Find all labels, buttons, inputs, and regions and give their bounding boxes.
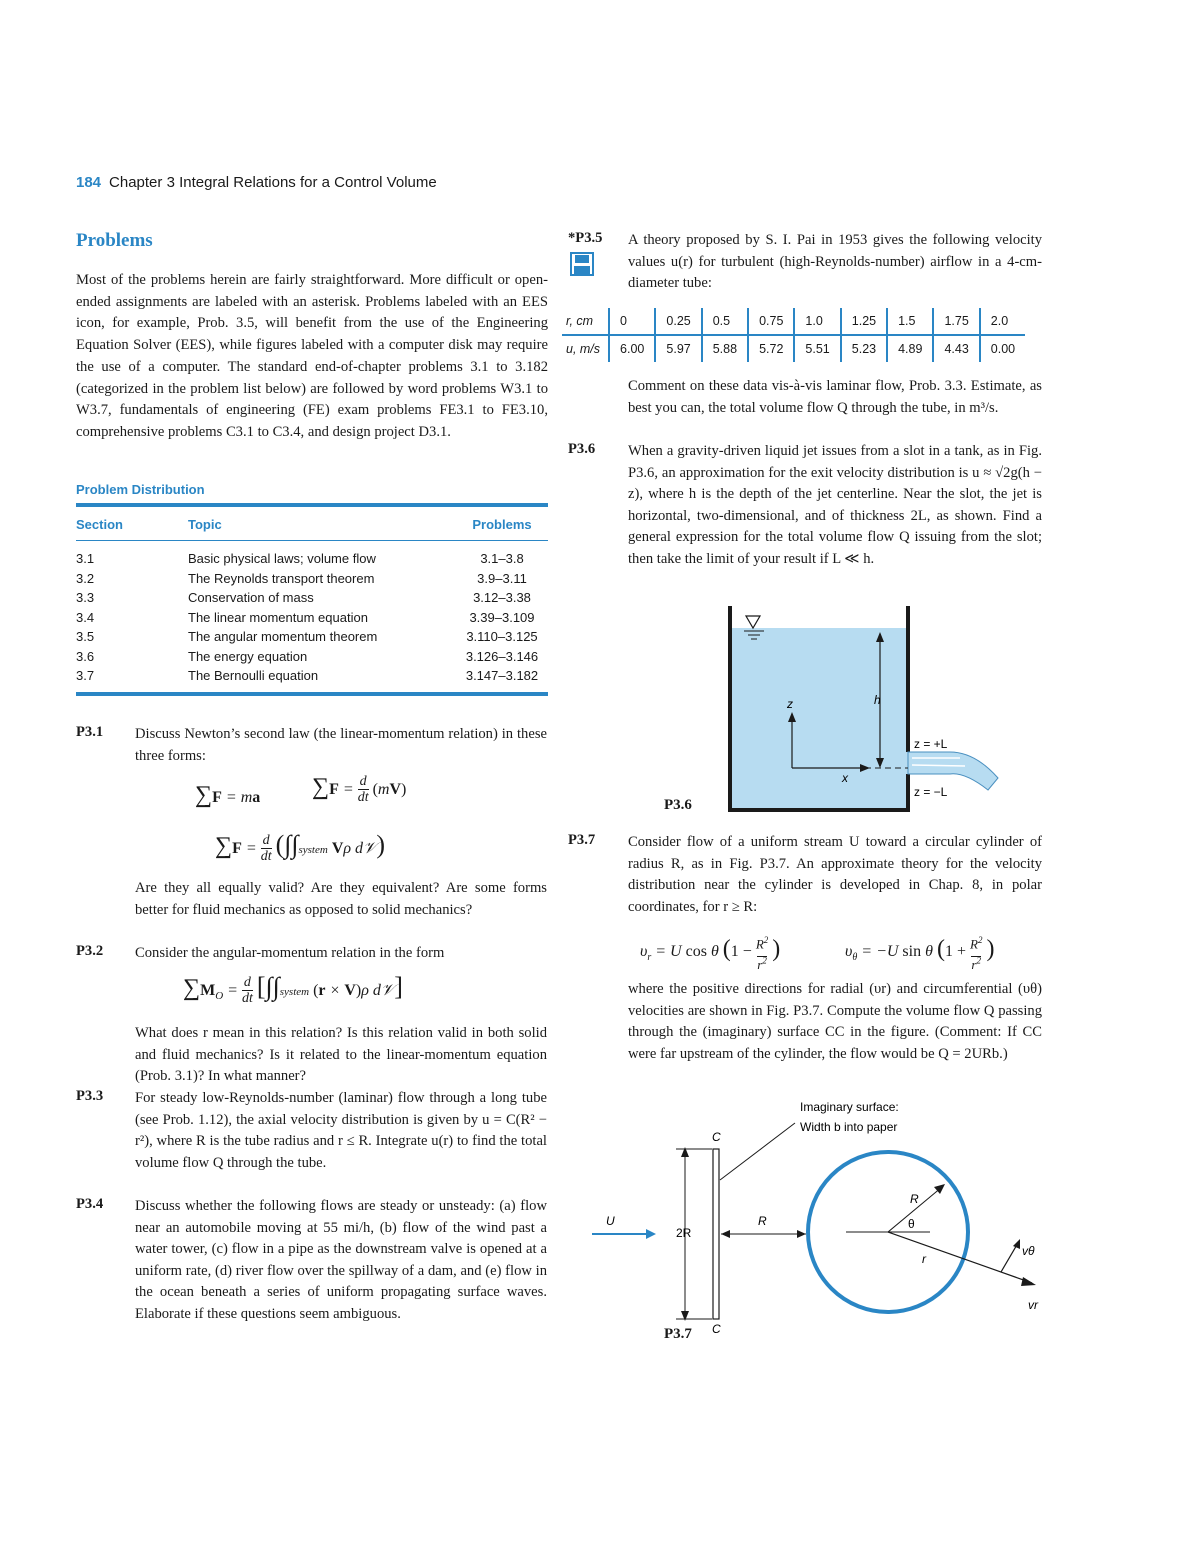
p35-text: A theory proposed by S. I. Pai in 1953 gives the following velocity values u(r) for turbulent (high-Reynolds-number) airflow in a 4-cm-diameter tube: bbox=[628, 232, 1042, 292]
p37-equation-vtheta: $\upsilon_\theta = -U$ sin θ ($1 + R^2$ $r^2$ ) bbox=[845, 935, 995, 972]
p32-label: P3.2 bbox=[76, 943, 104, 959]
cell-topic: Conservation of mass bbox=[188, 590, 314, 605]
surface-caption-line1: Imaginary surface: bbox=[800, 1100, 899, 1114]
z-label: z bbox=[787, 697, 793, 711]
r-dimension-arrow-right bbox=[797, 1230, 806, 1238]
vtheta-vector bbox=[1001, 1243, 1018, 1272]
cell-topic: Basic physical laws; volume flow bbox=[188, 551, 376, 566]
r-dim-label: R bbox=[758, 1214, 767, 1228]
cell-topic: The Bernoulli equation bbox=[188, 668, 319, 683]
u-cell: 0.00 bbox=[980, 335, 1025, 362]
table-row bbox=[76, 666, 548, 686]
p33-text: For steady low-Reynolds-number (laminar) flow through a long tube (see Prob. 1.12), the axial velocity distribution is given by u = C(R² − r²), where R is the tube radius and r ≤ R. Integrate u(r) to find the total volume flow Q through the tube. bbox=[135, 1090, 547, 1171]
disk-icon bbox=[570, 252, 594, 276]
r-dimension-arrow-left bbox=[721, 1230, 730, 1238]
p37-after: where the positive directions for radial (υr) and circumferential (υθ) velocities are shown in Fig. P3.7. Compute the volume flow Q passing through the (imaginary) surface CC in the figure. (Comment: If CC were far upstream of the cylinder, the flow would be Q = 2URb.) bbox=[628, 981, 1042, 1062]
u-cell: 5.88 bbox=[702, 335, 748, 362]
table-row bbox=[562, 308, 1025, 335]
r-cell: 0.75 bbox=[748, 308, 794, 335]
u-cell: 5.72 bbox=[748, 335, 794, 362]
u-cell: 4.43 bbox=[933, 335, 979, 362]
p37-label: P3.7 bbox=[568, 832, 596, 848]
r-label: r, cm bbox=[562, 308, 609, 335]
tank-water bbox=[730, 628, 908, 808]
r-cell: 1.0 bbox=[794, 308, 840, 335]
u-cell: 5.51 bbox=[794, 335, 840, 362]
cell-topic: The angular momentum theorem bbox=[188, 629, 378, 644]
p31-equation-1: ∑F = ma bbox=[195, 782, 261, 808]
p36-label: P3.6 bbox=[568, 441, 596, 457]
cell-section: 3.7 bbox=[76, 668, 95, 683]
z-plus-label: z = +L bbox=[914, 737, 948, 751]
p35-after: Comment on these data vis-à-vis laminar flow, Prob. 3.3. Estimate, as best you can, the total volume flow Q through the tube, in m³/s. bbox=[628, 378, 1042, 416]
vr-label: vr bbox=[1028, 1298, 1038, 1312]
cell-problems: 3.12–3.38 bbox=[473, 590, 531, 605]
table-row bbox=[76, 647, 548, 667]
theta-label: θ bbox=[908, 1217, 915, 1231]
stream-arrowhead bbox=[646, 1229, 656, 1239]
distribution-title: Problem Distribution bbox=[76, 482, 205, 497]
table-header bbox=[76, 507, 548, 540]
r-label: r bbox=[922, 1252, 926, 1266]
jet-line bbox=[912, 765, 965, 766]
p32-after: What does r mean in this relation? Is this relation valid in both solid and fluid mechanics? Is it related to the linear-momentum equation (Prob. 3.1)? In what manner? bbox=[135, 1025, 547, 1085]
h-label: h bbox=[874, 693, 881, 707]
figure-p36-label: P3.6 bbox=[664, 797, 692, 813]
c-top-label: C bbox=[712, 1130, 721, 1144]
figure-p37-label: P3.7 bbox=[664, 1326, 692, 1342]
p37-equation-vr: $\upsilon_r = U$ cos θ ($1 - R^2$ $r^2$ ) bbox=[640, 935, 781, 972]
cell-topic: The linear momentum equation bbox=[188, 609, 368, 625]
intro-paragraph: Most of the problems herein are fairly straightforward. More difficult or open-ended assignments are labeled with an asterisk. Problems labeled with an EES icon, for example, Prob. 3.5, will benefit from the use of the Engineering Equation Solver (EES), while figures labeled with a computer disk may require the use of a computer. The standard end-of-chapter problems 3.1 to 3.182 (categorized in the problem list below) are followed by word problems W3.1 to W3.7, fundamentals of engineering (FE) exam problems FE3.1 to FE3.10, comprehensive problems C3.1 to C3.4, and design project D3.1. bbox=[76, 272, 548, 440]
p31-equation-3: ∑F = d dt (∫∫system Vρ d𝒱) bbox=[215, 830, 386, 865]
cell-problems: 3.1–3.8 bbox=[480, 551, 524, 566]
z-minus-label: z = −L bbox=[914, 785, 948, 799]
u-label: u, m/s bbox=[566, 342, 601, 356]
figure-p36 bbox=[660, 600, 1020, 820]
surface-leader-line bbox=[720, 1123, 795, 1180]
p34-label: P3.4 bbox=[76, 1196, 104, 1212]
cell-problems: 3.9–3.11 bbox=[477, 570, 527, 586]
r-cell: 2.0 bbox=[980, 308, 1025, 335]
r-cell: 1.5 bbox=[887, 308, 933, 335]
section-title: Problems bbox=[76, 230, 153, 251]
cell-problems: 3.110–3.125 bbox=[466, 629, 538, 644]
table-row bbox=[76, 549, 548, 569]
r-cell: 0.25 bbox=[655, 308, 701, 335]
x-label: x bbox=[842, 771, 848, 785]
p32-text: Consider the angular-momentum relation in the form bbox=[135, 945, 445, 961]
p33-label: P3.3 bbox=[76, 1088, 104, 1104]
table-row bbox=[562, 335, 1025, 362]
cell-section: 3.1 bbox=[76, 551, 95, 566]
running-head bbox=[76, 174, 437, 191]
r-cell: 0.5 bbox=[702, 308, 748, 335]
cell-problems: 3.147–3.182 bbox=[465, 668, 539, 683]
r-vector-arrowhead bbox=[1021, 1277, 1036, 1286]
header-topic: Topic bbox=[188, 517, 222, 532]
u-cell: 5.23 bbox=[841, 335, 887, 362]
cell-section: 3.2 bbox=[76, 570, 95, 586]
u-cell: 4.89 bbox=[887, 335, 933, 362]
p36-text: When a gravity-driven liquid jet issues from a slot in a tank, as in Fig. P3.6, an approximation for the exit velocity distribution is u ≈ √2g(h − z), where h is the depth of the jet centerline. Near the slot, the jet is horizontal, two-dimensional, and of thickness 2L, as shown. Find a general expression for the total volume flow Q issuing from the slot; then take the limit of your result if L ≪ h. bbox=[628, 443, 1042, 567]
radius-label: R bbox=[910, 1192, 919, 1206]
u-cell: 6.00 bbox=[609, 335, 655, 362]
imaginary-surface bbox=[713, 1149, 719, 1319]
cell-section: 3.3 bbox=[76, 590, 95, 605]
p32-equation: $\sum M_O = d$ dt [∫∫system (r × V)ρ d𝒱] bbox=[183, 972, 403, 1007]
cell-topic: The Reynolds transport theorem bbox=[188, 570, 375, 586]
table-row bbox=[76, 627, 548, 647]
2r-label: 2R bbox=[676, 1226, 692, 1240]
u-label: U bbox=[606, 1214, 615, 1228]
cell-problems: 3.126–3.146 bbox=[465, 648, 539, 664]
c-bottom-label: C bbox=[712, 1322, 721, 1336]
p35-label: *P3.5 bbox=[568, 230, 603, 246]
u-cell: 5.97 bbox=[655, 335, 701, 362]
page-number: 184 bbox=[76, 174, 102, 191]
running-title: Chapter 3 Integral Relations for a Control Volume bbox=[109, 174, 437, 191]
table-row bbox=[76, 588, 548, 608]
surface-caption-line2: Width b into paper bbox=[800, 1120, 898, 1134]
header-problems: Problems bbox=[472, 517, 532, 532]
distribution-table bbox=[76, 503, 548, 696]
cell-topic: The energy equation bbox=[188, 648, 308, 664]
vtheta-arrowhead bbox=[1013, 1239, 1020, 1249]
cell-section: 3.6 bbox=[76, 648, 95, 664]
table-row bbox=[76, 608, 548, 628]
r-vector bbox=[888, 1232, 1032, 1283]
p31-after: Are they all equally valid? Are they equivalent? Are some forms better for fluid mechanics as opposed to solid mechanics? bbox=[135, 880, 547, 918]
r-cell: 0 bbox=[609, 308, 655, 335]
table-bottom-rule bbox=[76, 692, 548, 696]
p34-text: Discuss whether the following flows are steady or unsteady: (a) flow near an automobile moving at 55 mi/h, (b) flow of the wind past a water tower, (c) flow in a pipe as the downstream valve is opened at a uniform rate, (d) river flow over the spillway of a dam, and (e) flow in the ocean beneath a series of uniform propagating surface waves. Elaborate if these questions seem ambiguous. bbox=[135, 1198, 547, 1322]
header-section: Section bbox=[76, 517, 123, 532]
p31-equation-2: ∑F = d dt (mV) bbox=[312, 774, 407, 806]
r-cell: 1.75 bbox=[933, 308, 979, 335]
velocity-table bbox=[562, 308, 1025, 362]
p37-text: Consider flow of a uniform stream U toward a circular cylinder of radius R, as in Fig. P3.7. An approximate theory for the velocity distribution near the cylinder is developed in Chap. 8, in polar coordinates, for r ≥ R: bbox=[628, 834, 1042, 915]
cell-section: 3.5 bbox=[76, 629, 95, 644]
p31-text: Discuss Newton’s second law (the linear-momentum relation) in these three forms: bbox=[135, 726, 547, 764]
free-surface-icon bbox=[746, 616, 760, 628]
p31-label: P3.1 bbox=[76, 724, 104, 740]
cell-section: 3.4 bbox=[76, 609, 95, 625]
table-row bbox=[76, 569, 548, 589]
cell-problems: 3.39–3.109 bbox=[469, 609, 535, 625]
figure-p37 bbox=[590, 1095, 1050, 1345]
vtheta-label: vθ bbox=[1022, 1244, 1035, 1258]
r-cell: 1.25 bbox=[841, 308, 887, 335]
